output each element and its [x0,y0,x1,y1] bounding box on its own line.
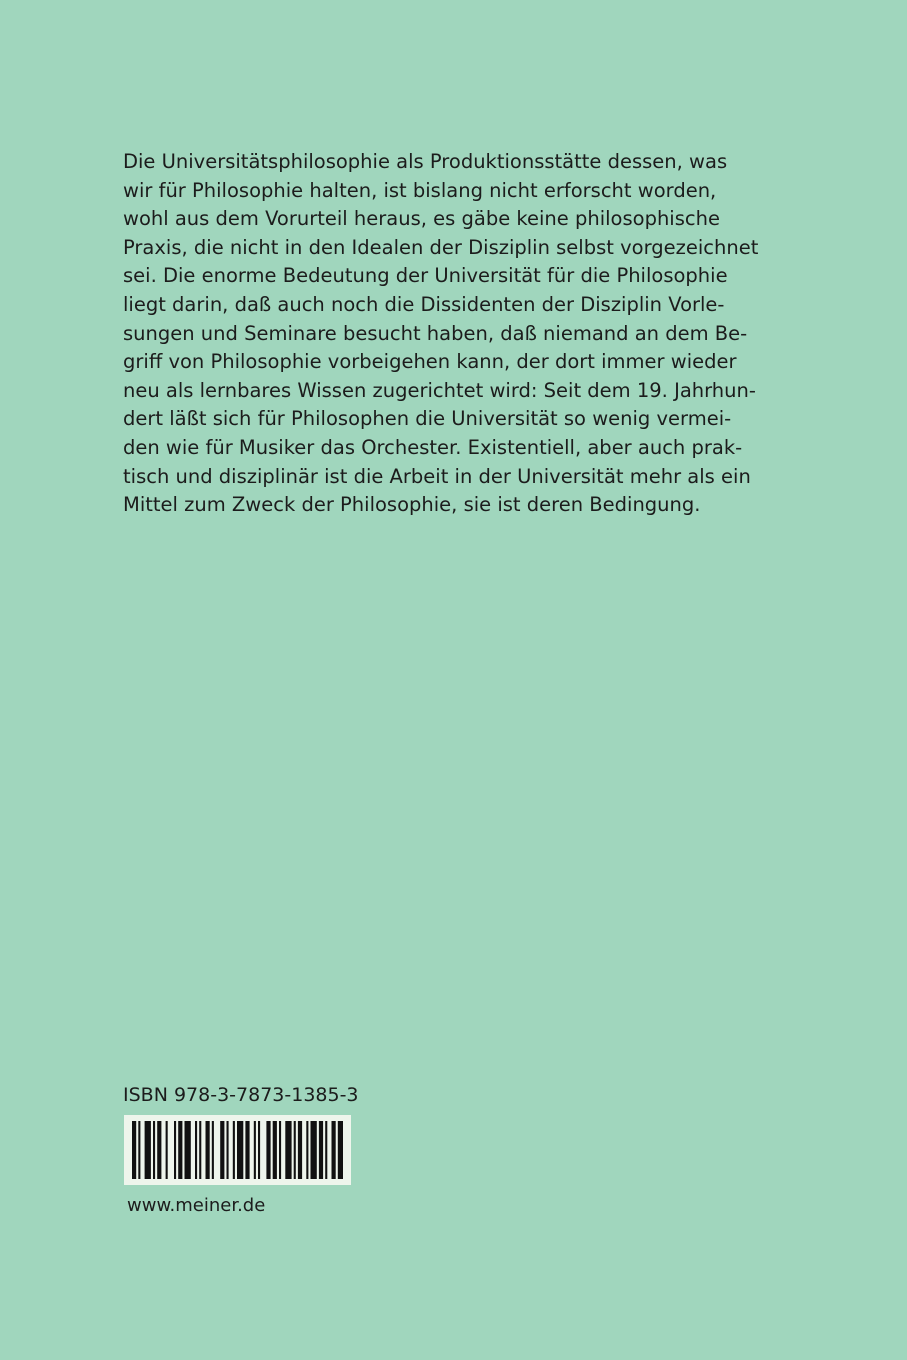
barcode-bar [266,1121,270,1179]
barcode-bar [233,1121,235,1179]
barcode-bar [254,1121,256,1179]
barcode-bar [338,1121,343,1179]
barcode-bar [195,1121,197,1179]
barcode-bar [153,1121,155,1179]
barcode-bar [174,1121,176,1179]
barcode-bar [199,1121,201,1179]
barcode-bar [311,1121,317,1179]
blurb-line: griff von Philosophie vorbeigehen kann, der dort immer wieder [123,350,737,374]
blurb-line: liegt darin, daß auch noch die Dissidenten der Disziplin Vorle- [123,292,725,316]
barcode-bar [319,1121,323,1179]
blurb-line: neu als lernbares Wissen zugerichtet wird: Seit dem 19. Jahrhun- [123,378,756,402]
barcode-bar [285,1121,291,1179]
blurb-line: sei. Die enorme Bedeutung der Universität für die Philosophie [123,264,728,288]
blurb-line: tisch und disziplinär ist die Arbeit in der Universität mehr als ein [123,464,751,488]
barcode-bar [332,1121,336,1179]
blurb-line: Praxis, die nicht in den Idealen der Disziplin selbst vorgezeichnet [123,235,759,259]
publisher-website: www.meiner.de [127,1195,266,1216]
barcode-bar [245,1121,249,1179]
blurb-line: sungen und Seminare besucht haben, daß niemand an dem Be- [123,321,748,345]
barcode-bar [294,1121,296,1179]
blurb-line: Die Universitätsphilosophie als Produktionsstätte dessen, was [123,150,728,173]
barcode-bar [258,1121,260,1179]
blurb-line: Mittel zum Zweck der Philosophie, sie ist deren Bedingung. [123,493,701,517]
barcode-bar [132,1121,136,1179]
barcode-bar [145,1121,151,1179]
barcode-bar [220,1121,224,1179]
barcode-bar [298,1121,302,1179]
barcode-bar [212,1121,214,1179]
blurb-line: wir für Philosophie halten, ist bislang nicht erforscht worden, [123,178,717,202]
barcode-graphic [124,1115,351,1185]
barcode-bar [206,1121,210,1179]
barcode-bar [157,1121,161,1179]
barcode-bar [138,1121,140,1179]
barcode-bar [237,1121,243,1179]
barcode-bar [185,1121,191,1179]
barcode-bar [325,1121,327,1179]
barcode-bar [279,1121,281,1179]
barcode-icon [124,1115,351,1185]
barcode-bar [227,1121,229,1179]
barcode-bar [166,1121,168,1179]
blurb-line: wohl aus dem Vorurteil heraus, es gäbe keine philosophische [123,207,720,231]
back-cover-blurb [123,148,759,520]
barcode-bar [273,1121,277,1179]
barcode-bar [178,1121,182,1179]
blurb-line: den wie für Musiker das Orchester. Existentiell, aber auch prak- [123,435,743,459]
barcode-bar [306,1121,308,1179]
isbn-label: ISBN 978-3-7873-1385-3 [123,1084,359,1106]
blurb-line: dert läßt sich für Philosophen die Universität so wenig vermei- [123,407,732,431]
